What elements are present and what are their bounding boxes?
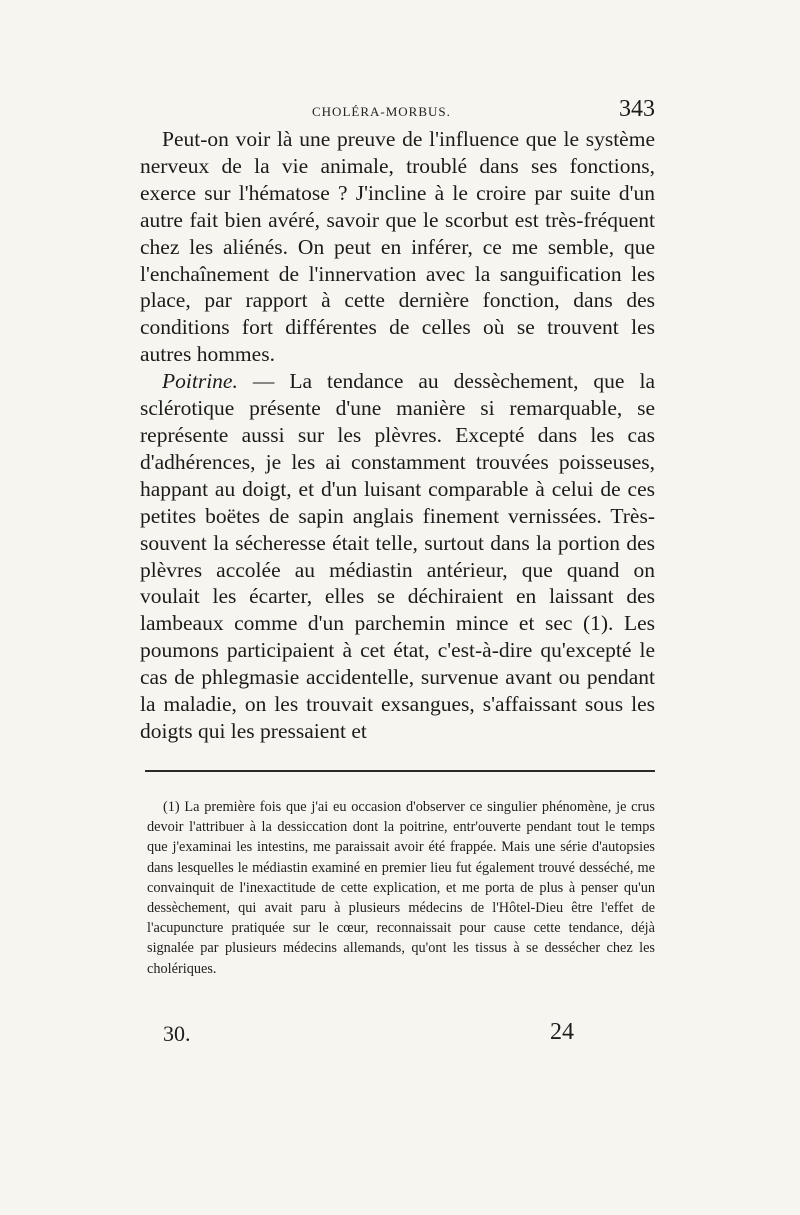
- running-title: CHOLÉRA-MORBUS.: [312, 104, 451, 119]
- main-text: [140, 126, 655, 745]
- footnote: [147, 797, 655, 979]
- section-heading-poitrine: Poitrine.: [162, 369, 238, 394]
- signature-mark-left: 30.: [163, 1021, 191, 1046]
- signature-mark-right: 24: [550, 1019, 574, 1045]
- paragraph-2-text: — La tendance au dessèchement, que la sclérotique présente d'une manière si remarquable, se représente aussi sur les plèvres. Excepté dans les cas d'adhérences, je les ai constamment trouvées poisseuses, happant au doigt, et d'un luisant comparable à celui de ces petites boëtes de sapin anglais finement vernissées. Très-souvent la sécheresse était telle, surtout dans la portion des plèvres accolée au médiastin antérieur, que quand on voulait les écarter, elles se déchiraient en laissant des lambeaux comme d'un parchemin mince et sec (1). Les poumons participaient à cet état, c'est-à-dire qu'excepté le cas de phlegmasie accidentelle, survenue avant ou pendant la maladie, on les trouvait exsangues, s'affaissant sous les doigts qui les pressaient et: [140, 369, 655, 743]
- paragraph-1: Peut-on voir là une preuve de l'influence que le système nerveux de la vie animale, troublé dans ses fonctions, exerce sur l'hématose ? J'incline à le croire par suite d'un autre fait bien avéré, savoir que le scorbut est très-fréquent chez les aliénés. On peut en inférer, ce me semble, que l'enchaînement de l'innervation avec la sanguification les place, par rapport à cette dernière fonction, dans des conditions fort différentes de celles où se trouvent les autres hommes.: [140, 127, 655, 367]
- footnote-text: (1) La première fois que j'ai eu occasion d'observer ce singulier phénomène, je crus devoir l'attribuer à la dessiccation dont la poitrine, entr'ouverte pendant tout le temps que j'examinai les intestins, me paraissait avoir été frappée. Mais une série d'autopsies dans lesquelles le médiastin examiné en premier lieu fut également trouvé desséché, me convainquit de l'inexactitude de cette explication, et me porta de plus à penser qu'un dessèchement, qui avait paru à plusieurs médecins de l'Hôtel-Dieu être l'effet de l'acupuncture pratiquée sur le cœur, reconnaissait pour cause cette tendance, déjà signalée par plusieurs médecins allemands, qu'ont les tissus à se dessécher chez les cholériques.: [147, 799, 655, 977]
- page-number: 343: [619, 96, 655, 122]
- paragraph-2: [140, 368, 655, 745]
- footnote-rule: [145, 770, 655, 772]
